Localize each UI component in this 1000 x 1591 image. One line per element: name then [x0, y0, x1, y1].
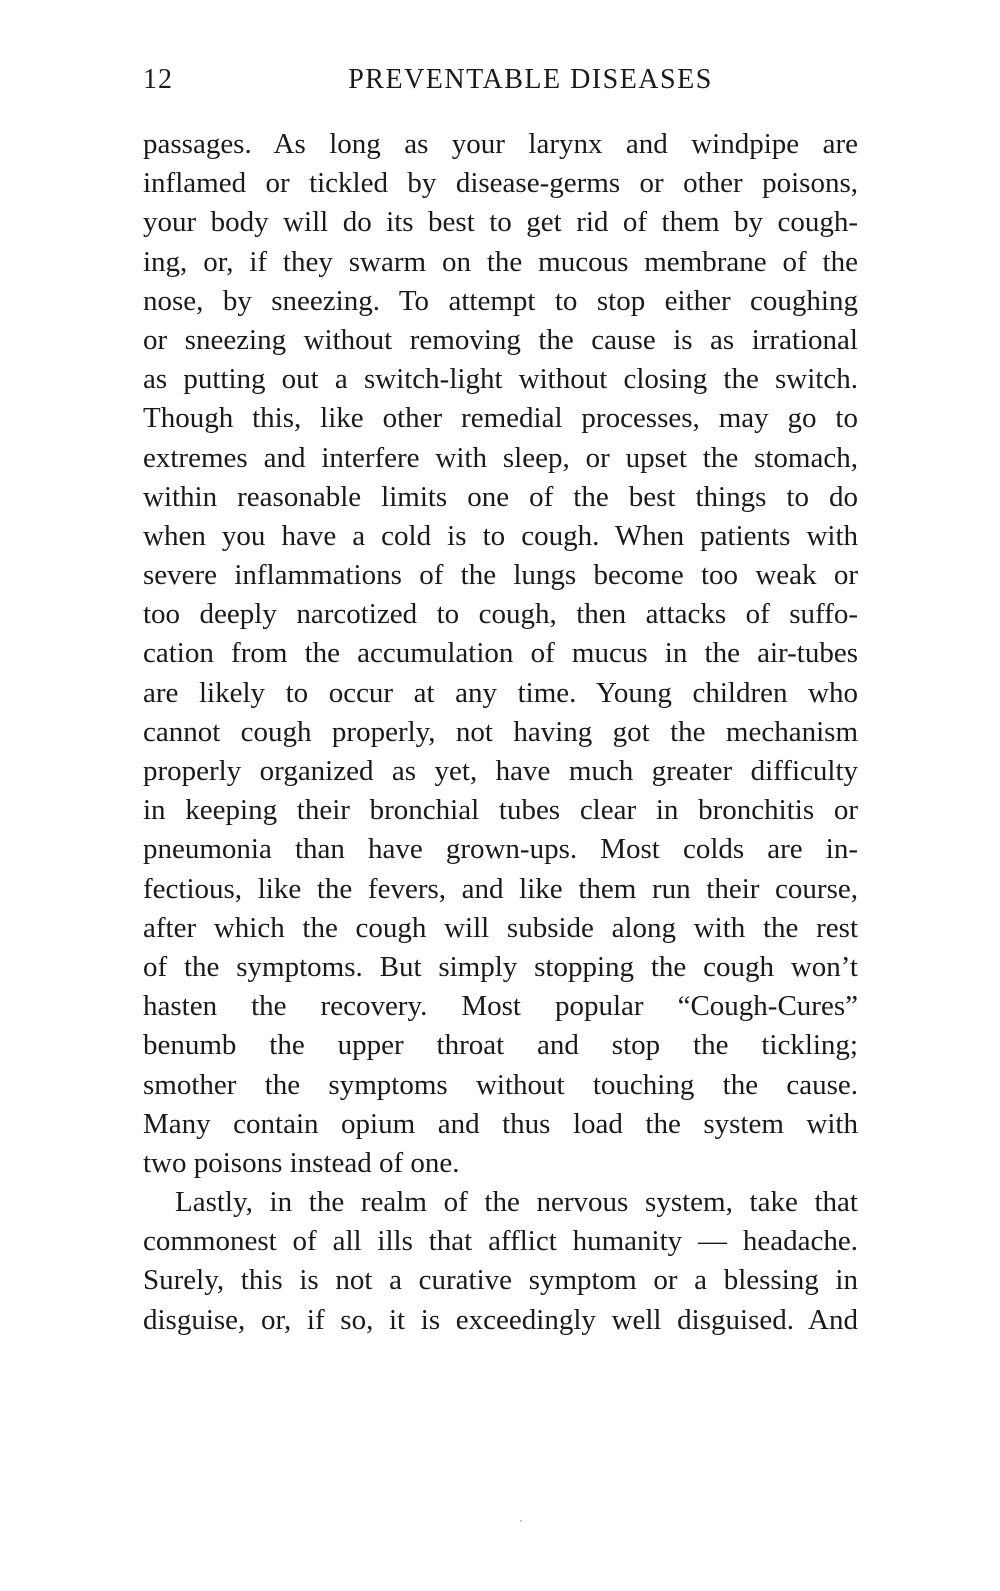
text-line: ing, or, if they swarm on the mucous membrane of the	[143, 245, 858, 278]
text-line: in keeping their bronchial tubes clear in bronchitis or	[143, 794, 858, 827]
text-line: disguise, or, if so, it is exceedingly well disguised. And	[143, 1303, 858, 1336]
text-line: when you have a cold is to cough. When patients with	[143, 519, 858, 552]
running-head	[143, 64, 858, 104]
page-number: 12	[143, 64, 173, 95]
text-line: benumb the upper throat and stop the tickling;	[143, 1029, 858, 1062]
text-line: smother the symptoms without touching the cause.	[143, 1068, 858, 1101]
text-line: severe inflammations of the lungs become too weak or	[143, 559, 858, 592]
text-line: properly organized as yet, have much greater difficulty	[143, 755, 858, 787]
text-line: Many contain opium and thus load the system with	[143, 1107, 858, 1140]
paragraph-2	[143, 1183, 858, 1340]
body-text	[143, 125, 858, 1340]
text-line: cation from the accumulation of mucus in the air-tubes	[143, 637, 858, 670]
text-line: or sneezing without removing the cause is as irrational	[143, 323, 858, 356]
text-line: Though this, like other remedial processes, may go to	[143, 402, 858, 435]
text-line: cannot cough properly, not having got the mechanism	[143, 715, 858, 748]
paper-speck	[520, 1520, 522, 1522]
text-line: as putting out a switch-light without closing the switch.	[143, 363, 858, 396]
text-line: extremes and interfere with sleep, or upset the stomach,	[143, 441, 858, 474]
text-line: fectious, like the fevers, and like them run their course,	[143, 872, 858, 905]
text-line: nose, by sneezing. To attempt to stop either coughing	[143, 284, 858, 317]
text-line: commonest of all ills that afflict humanity — headache.	[143, 1225, 858, 1258]
text-line: hasten the recovery. Most popular “Cough-Cures”	[143, 990, 858, 1023]
text-line: Lastly, in the realm of the nervous system, take that	[175, 1186, 858, 1219]
text-line: pneumonia than have grown-ups. Most colds are in-	[143, 833, 858, 866]
text-line: Surely, this is not a curative symptom or a blessing in	[143, 1264, 858, 1297]
text-line: within reasonable limits one of the best things to do	[143, 480, 858, 513]
text-line: after which the cough will subside along with the rest	[143, 911, 858, 944]
text-line: are likely to occur at any time. Young children who	[143, 676, 858, 709]
text-line: two poisons instead of one.	[143, 1146, 460, 1179]
running-title: PREVENTABLE DISEASES	[348, 64, 713, 95]
text-line: inflamed or tickled by disease-germs or other poisons,	[143, 167, 858, 200]
text-line: too deeply narcotized to cough, then attacks of suffo-	[143, 598, 858, 631]
paragraph-1	[143, 125, 858, 1183]
text-line: your body will do its best to get rid of them by cough-	[143, 206, 858, 239]
text-line: passages. As long as your larynx and windpipe are	[143, 128, 858, 160]
text-line: of the symptoms. But simply stopping the cough won’t	[143, 950, 858, 983]
